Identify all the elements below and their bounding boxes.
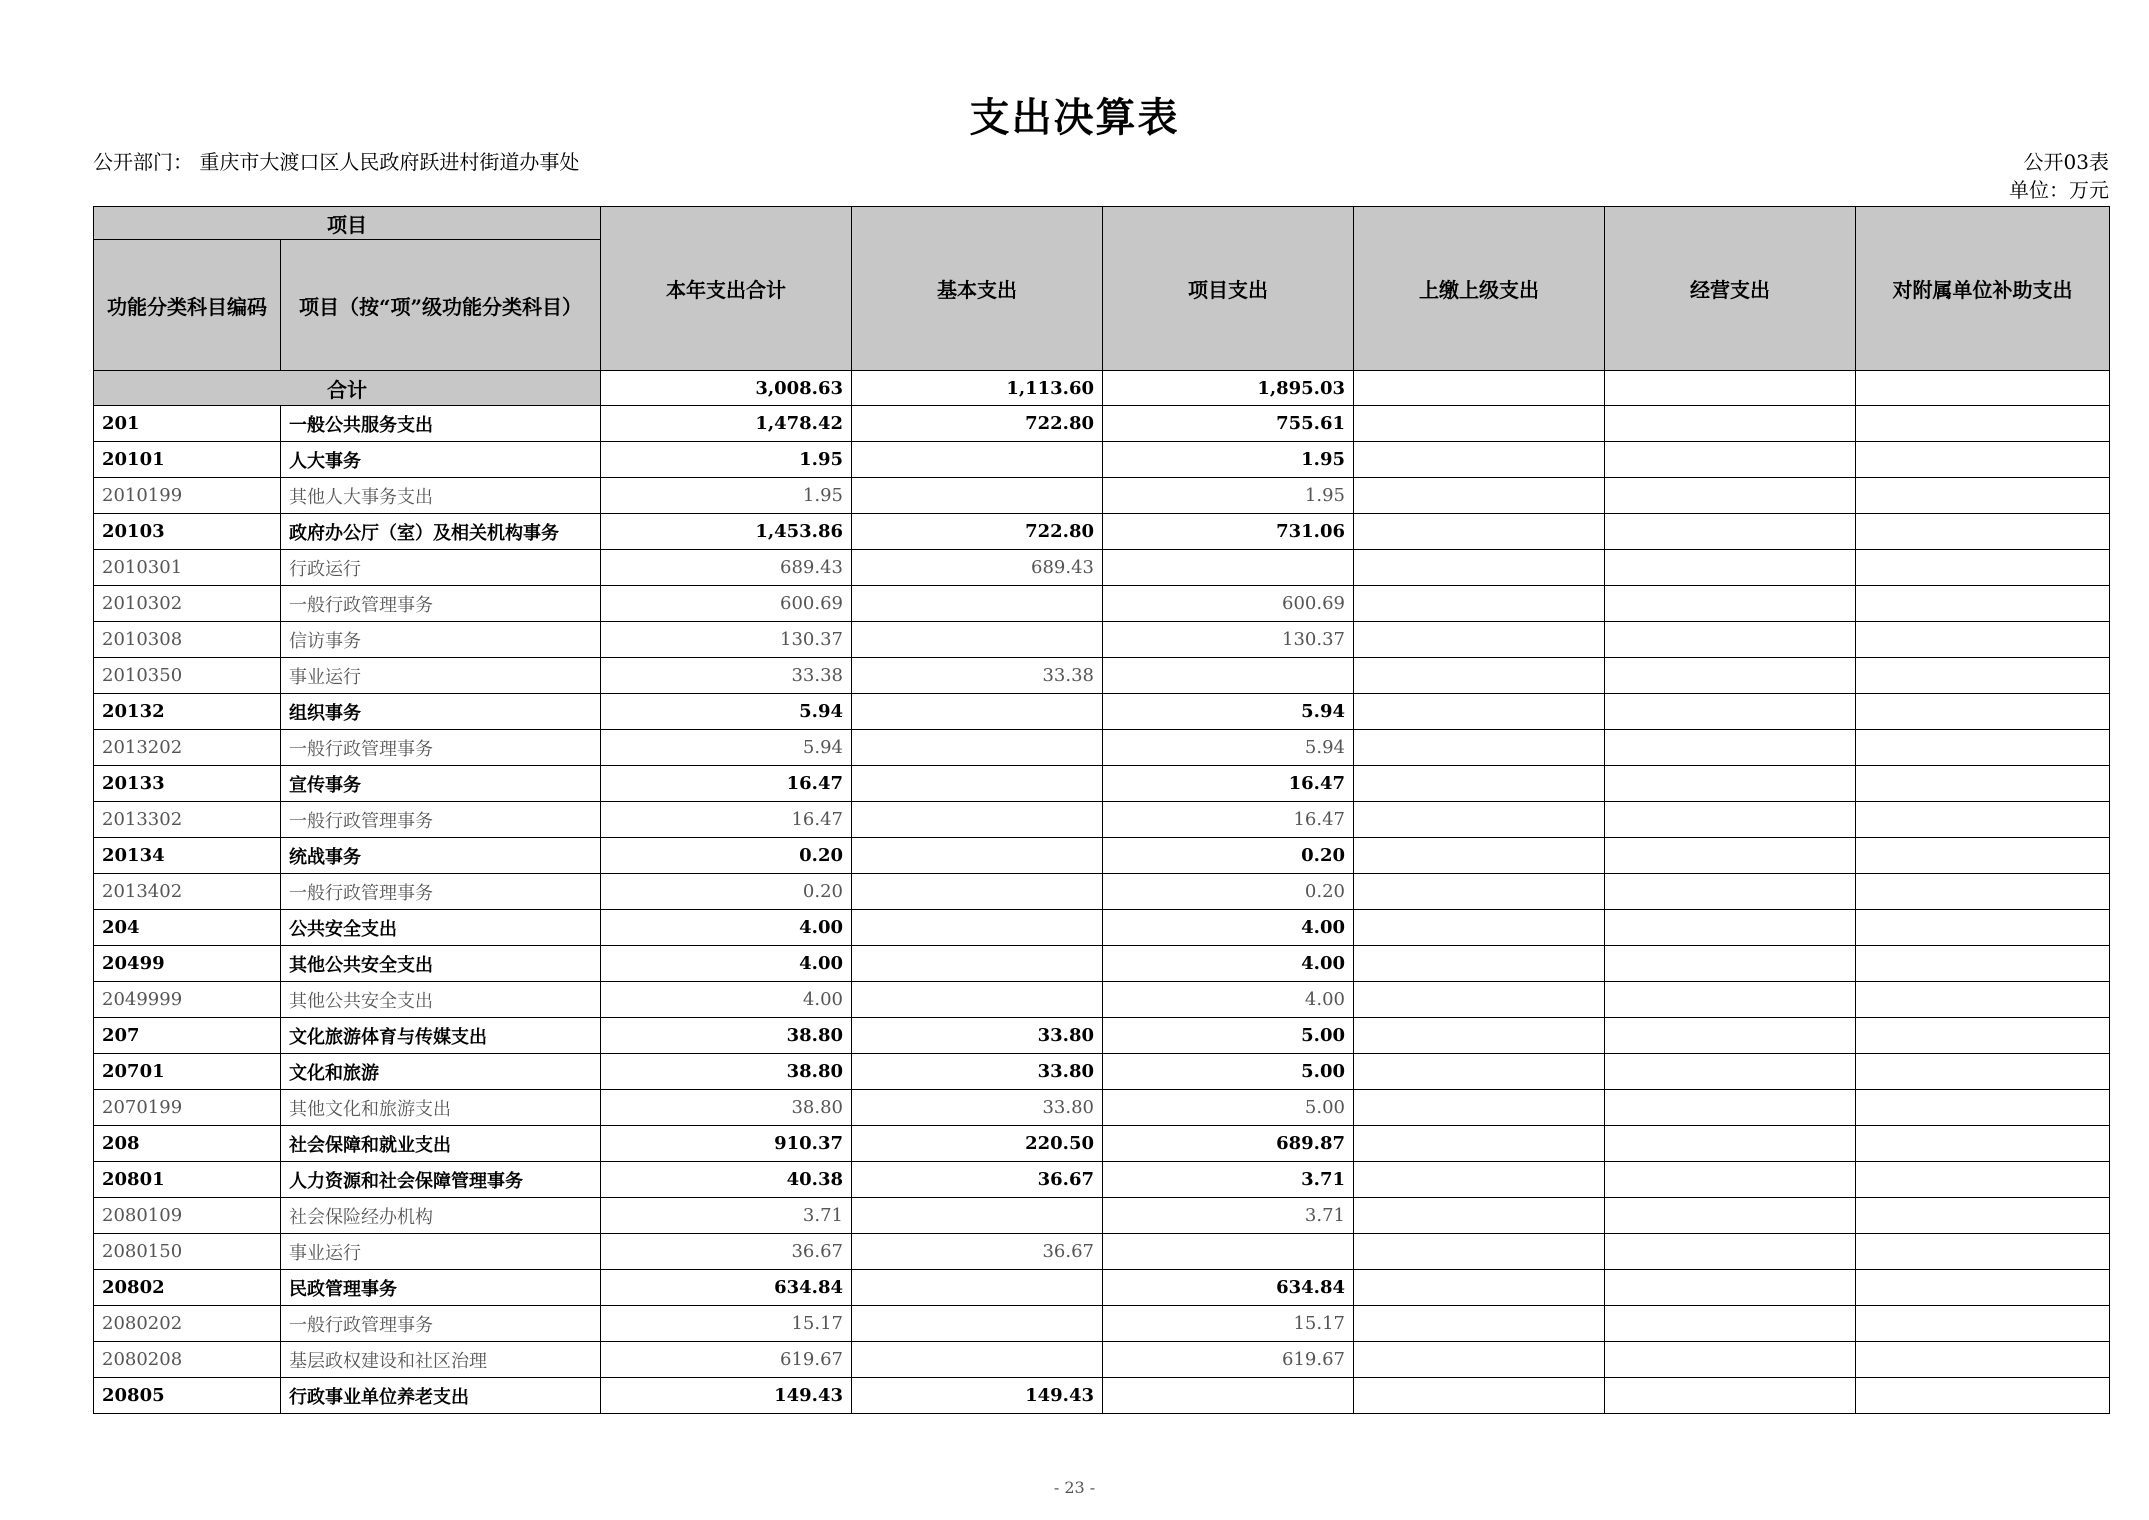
table-row (94, 982, 2110, 1018)
cell-remit (1354, 982, 1605, 1018)
cell-name: 行政事业单位养老支出 (281, 1378, 601, 1414)
cell-remit (1354, 1270, 1605, 1306)
cell-basic (852, 1306, 1103, 1342)
cell-business (1605, 1054, 1856, 1090)
cell-name: 事业运行 (281, 1234, 601, 1270)
page-title: 支出决算表 (969, 94, 1180, 141)
cell-name: 文化和旅游 (281, 1054, 601, 1090)
cell-project: 4.00 (1103, 910, 1354, 946)
total-business (1605, 371, 1856, 406)
cell-business (1605, 586, 1856, 622)
cell-name: 社会保险经办机构 (281, 1198, 601, 1234)
cell-project: 689.87 (1103, 1126, 1354, 1162)
table-row (94, 622, 2110, 658)
cell-code: 2010302 (94, 586, 281, 622)
cell-project (1103, 658, 1354, 694)
cell-name: 其他公共安全支出 (281, 946, 601, 982)
header-item-group: 项目 (94, 207, 601, 240)
cell-remit (1354, 550, 1605, 586)
cell-basic (852, 874, 1103, 910)
cell-total: 5.94 (601, 694, 852, 730)
cell-remit (1354, 838, 1605, 874)
table-row (94, 1270, 2110, 1306)
cell-remit (1354, 910, 1605, 946)
cell-business (1605, 1306, 1856, 1342)
department-info (93, 148, 613, 176)
cell-total: 4.00 (601, 910, 852, 946)
cell-subsidy (1856, 1378, 2110, 1414)
cell-total: 36.67 (601, 1234, 852, 1270)
table-row (94, 874, 2110, 910)
cell-code: 2010350 (94, 658, 281, 694)
cell-subsidy (1856, 1234, 2110, 1270)
cell-remit (1354, 622, 1605, 658)
cell-code: 2049999 (94, 982, 281, 1018)
cell-name: 其他公共安全支出 (281, 982, 601, 1018)
cell-code: 20499 (94, 946, 281, 982)
cell-business (1605, 1270, 1856, 1306)
cell-total: 1,478.42 (601, 406, 852, 442)
cell-name: 文化旅游体育与传媒支出 (281, 1018, 601, 1054)
cell-basic: 33.38 (852, 658, 1103, 694)
table-row (94, 910, 2110, 946)
cell-name: 其他人大事务支出 (281, 478, 601, 514)
header-code: 功能分类科目编码 (94, 240, 281, 371)
cell-remit (1354, 514, 1605, 550)
cell-name: 事业运行 (281, 658, 601, 694)
cell-code: 2013202 (94, 730, 281, 766)
cell-project: 5.00 (1103, 1054, 1354, 1090)
cell-remit (1354, 1342, 1605, 1378)
cell-subsidy (1856, 766, 2110, 802)
cell-total: 16.47 (601, 802, 852, 838)
cell-total: 149.43 (601, 1378, 852, 1414)
cell-remit (1354, 442, 1605, 478)
cell-code: 20701 (94, 1054, 281, 1090)
table-row (94, 1162, 2110, 1198)
cell-project: 3.71 (1103, 1198, 1354, 1234)
cell-code: 20801 (94, 1162, 281, 1198)
cell-remit (1354, 1162, 1605, 1198)
cell-business (1605, 910, 1856, 946)
table-row (94, 694, 2110, 730)
header-subsidy: 对附属单位补助支出 (1856, 207, 2110, 371)
cell-basic (852, 766, 1103, 802)
cell-name: 宣传事务 (281, 766, 601, 802)
total-remit (1354, 371, 1605, 406)
cell-business (1605, 838, 1856, 874)
cell-business (1605, 802, 1856, 838)
cell-code: 204 (94, 910, 281, 946)
table-row (94, 550, 2110, 586)
total-subsidy (1856, 371, 2110, 406)
cell-basic (852, 1270, 1103, 1306)
cell-subsidy (1856, 946, 2110, 982)
cell-business (1605, 946, 1856, 982)
table-number: 公开03表 (2023, 150, 2109, 174)
total-total: 3,008.63 (601, 371, 852, 406)
cell-subsidy (1856, 1054, 2110, 1090)
cell-remit (1354, 406, 1605, 442)
cell-name: 政府办公厅（室）及相关机构事务 (281, 514, 601, 550)
cell-code: 2080208 (94, 1342, 281, 1378)
cell-subsidy (1856, 1198, 2110, 1234)
cell-remit (1354, 1090, 1605, 1126)
cell-name: 统战事务 (281, 838, 601, 874)
header-project: 项目支出 (1103, 207, 1354, 371)
table-row (94, 730, 2110, 766)
department-name: 重庆市大渡口区人民政府跃进村街道办事处 (199, 150, 580, 174)
cell-business (1605, 1378, 1856, 1414)
cell-business (1605, 982, 1856, 1018)
cell-project: 16.47 (1103, 766, 1354, 802)
table-row (94, 658, 2110, 694)
cell-code: 20132 (94, 694, 281, 730)
cell-subsidy (1856, 1018, 2110, 1054)
cell-total: 33.38 (601, 658, 852, 694)
cell-code: 2070199 (94, 1090, 281, 1126)
cell-remit (1354, 1234, 1605, 1270)
cell-remit (1354, 1018, 1605, 1054)
cell-subsidy (1856, 658, 2110, 694)
cell-basic (852, 982, 1103, 1018)
cell-code: 20802 (94, 1270, 281, 1306)
header-basic: 基本支出 (852, 207, 1103, 371)
cell-remit (1354, 1126, 1605, 1162)
cell-total: 1.95 (601, 478, 852, 514)
table-row (94, 1126, 2110, 1162)
page-number: - 23 - (1053, 1478, 1096, 1497)
cell-project: 4.00 (1103, 982, 1354, 1018)
cell-remit (1354, 802, 1605, 838)
cell-basic (852, 838, 1103, 874)
cell-total: 0.20 (601, 838, 852, 874)
cell-code: 201 (94, 406, 281, 442)
table-row (94, 1198, 2110, 1234)
cell-total: 1,453.86 (601, 514, 852, 550)
cell-basic (852, 694, 1103, 730)
cell-subsidy (1856, 550, 2110, 586)
cell-business (1605, 1162, 1856, 1198)
cell-project: 5.94 (1103, 730, 1354, 766)
cell-subsidy (1856, 874, 2110, 910)
cell-name: 基层政权建设和社区治理 (281, 1342, 601, 1378)
cell-basic (852, 802, 1103, 838)
cell-remit (1354, 1306, 1605, 1342)
cell-basic (852, 478, 1103, 514)
cell-total: 4.00 (601, 946, 852, 982)
cell-total: 5.94 (601, 730, 852, 766)
cell-project: 5.00 (1103, 1090, 1354, 1126)
cell-subsidy (1856, 406, 2110, 442)
header-business: 经营支出 (1605, 207, 1856, 371)
cell-subsidy (1856, 838, 2110, 874)
cell-basic (852, 586, 1103, 622)
cell-business (1605, 874, 1856, 910)
cell-basic (852, 622, 1103, 658)
cell-total: 38.80 (601, 1054, 852, 1090)
cell-subsidy (1856, 730, 2110, 766)
cell-project: 16.47 (1103, 802, 1354, 838)
cell-total: 4.00 (601, 982, 852, 1018)
cell-subsidy (1856, 1090, 2110, 1126)
cell-code: 208 (94, 1126, 281, 1162)
cell-remit (1354, 1378, 1605, 1414)
cell-name: 其他文化和旅游支出 (281, 1090, 601, 1126)
cell-business (1605, 442, 1856, 478)
cell-name: 一般行政管理事务 (281, 874, 601, 910)
cell-subsidy (1856, 1162, 2110, 1198)
cell-remit (1354, 946, 1605, 982)
cell-subsidy (1856, 910, 2110, 946)
cell-project: 5.00 (1103, 1018, 1354, 1054)
table-row (94, 406, 2110, 442)
cell-remit (1354, 1054, 1605, 1090)
cell-basic (852, 910, 1103, 946)
table-row (94, 586, 2110, 622)
cell-business (1605, 514, 1856, 550)
table-row (94, 766, 2110, 802)
cell-name: 人力资源和社会保障管理事务 (281, 1162, 601, 1198)
unit-label: 单位：万元 (2009, 178, 2109, 202)
cell-subsidy (1856, 1306, 2110, 1342)
cell-business (1605, 1342, 1856, 1378)
table-row (94, 1342, 2110, 1378)
cell-subsidy (1856, 1270, 2110, 1306)
cell-basic: 220.50 (852, 1126, 1103, 1162)
cell-business (1605, 1018, 1856, 1054)
total-row (94, 371, 2110, 406)
cell-business (1605, 694, 1856, 730)
cell-subsidy (1856, 802, 2110, 838)
table-row (94, 478, 2110, 514)
cell-project (1103, 550, 1354, 586)
cell-remit (1354, 874, 1605, 910)
cell-subsidy (1856, 694, 2110, 730)
cell-basic (852, 1342, 1103, 1378)
cell-subsidy (1856, 1342, 2110, 1378)
table-row (94, 946, 2110, 982)
cell-subsidy (1856, 1126, 2110, 1162)
cell-total: 15.17 (601, 1306, 852, 1342)
cell-name: 信访事务 (281, 622, 601, 658)
cell-basic (852, 1198, 1103, 1234)
cell-basic (852, 730, 1103, 766)
cell-code: 2080150 (94, 1234, 281, 1270)
table-row (94, 1234, 2110, 1270)
cell-remit (1354, 478, 1605, 514)
cell-basic: 722.80 (852, 406, 1103, 442)
cell-business (1605, 730, 1856, 766)
cell-project: 619.67 (1103, 1342, 1354, 1378)
cell-business (1605, 766, 1856, 802)
cell-code: 20101 (94, 442, 281, 478)
cell-project: 130.37 (1103, 622, 1354, 658)
cell-subsidy (1856, 982, 2110, 1018)
department-label: 公开部门： (93, 150, 193, 174)
cell-basic: 36.67 (852, 1234, 1103, 1270)
cell-project (1103, 1378, 1354, 1414)
cell-business (1605, 406, 1856, 442)
cell-code: 2010301 (94, 550, 281, 586)
cell-name: 行政运行 (281, 550, 601, 586)
cell-total: 910.37 (601, 1126, 852, 1162)
cell-code: 207 (94, 1018, 281, 1054)
cell-name: 一般行政管理事务 (281, 802, 601, 838)
cell-basic: 36.67 (852, 1162, 1103, 1198)
cell-project: 0.20 (1103, 874, 1354, 910)
cell-business (1605, 1234, 1856, 1270)
table-row (94, 1018, 2110, 1054)
cell-name: 一般行政管理事务 (281, 1306, 601, 1342)
cell-name: 组织事务 (281, 694, 601, 730)
cell-name: 一般公共服务支出 (281, 406, 601, 442)
cell-remit (1354, 586, 1605, 622)
cell-code: 2013402 (94, 874, 281, 910)
cell-name: 一般行政管理事务 (281, 730, 601, 766)
cell-basic: 33.80 (852, 1018, 1103, 1054)
total-project: 1,895.03 (1103, 371, 1354, 406)
cell-total: 3.71 (601, 1198, 852, 1234)
cell-business (1605, 1126, 1856, 1162)
cell-total: 689.43 (601, 550, 852, 586)
cell-basic: 689.43 (852, 550, 1103, 586)
cell-project: 755.61 (1103, 406, 1354, 442)
header-remit: 上缴上级支出 (1354, 207, 1605, 371)
cell-project: 600.69 (1103, 586, 1354, 622)
cell-remit (1354, 730, 1605, 766)
table-row (94, 442, 2110, 478)
cell-total: 130.37 (601, 622, 852, 658)
cell-name: 社会保障和就业支出 (281, 1126, 601, 1162)
cell-project (1103, 1234, 1354, 1270)
cell-remit (1354, 694, 1605, 730)
cell-name: 一般行政管理事务 (281, 586, 601, 622)
cell-code: 20103 (94, 514, 281, 550)
cell-business (1605, 1198, 1856, 1234)
cell-business (1605, 622, 1856, 658)
cell-total: 634.84 (601, 1270, 852, 1306)
cell-name: 人大事务 (281, 442, 601, 478)
cell-name: 民政管理事务 (281, 1270, 601, 1306)
cell-remit (1354, 658, 1605, 694)
cell-subsidy (1856, 586, 2110, 622)
cell-project: 15.17 (1103, 1306, 1354, 1342)
table-row (94, 1378, 2110, 1414)
cell-code: 2010308 (94, 622, 281, 658)
cell-subsidy (1856, 622, 2110, 658)
table-row (94, 514, 2110, 550)
expenditure-table (93, 206, 2110, 1414)
table-row (94, 838, 2110, 874)
cell-project: 0.20 (1103, 838, 1354, 874)
cell-total: 40.38 (601, 1162, 852, 1198)
cell-basic: 722.80 (852, 514, 1103, 550)
cell-basic (852, 946, 1103, 982)
cell-code: 20133 (94, 766, 281, 802)
cell-code: 2080109 (94, 1198, 281, 1234)
cell-remit (1354, 1198, 1605, 1234)
cell-business (1605, 478, 1856, 514)
cell-basic: 149.43 (852, 1378, 1103, 1414)
header-name: 项目（按“项”级功能分类科目） (281, 240, 601, 371)
cell-business (1605, 1090, 1856, 1126)
cell-code: 20805 (94, 1378, 281, 1414)
cell-subsidy (1856, 442, 2110, 478)
cell-subsidy (1856, 514, 2110, 550)
cell-subsidy (1856, 478, 2110, 514)
cell-code: 2010199 (94, 478, 281, 514)
cell-basic: 33.80 (852, 1054, 1103, 1090)
cell-basic (852, 442, 1103, 478)
table-row (94, 1054, 2110, 1090)
total-basic: 1,113.60 (852, 371, 1103, 406)
cell-project: 634.84 (1103, 1270, 1354, 1306)
cell-project: 1.95 (1103, 478, 1354, 514)
cell-project: 3.71 (1103, 1162, 1354, 1198)
cell-remit (1354, 766, 1605, 802)
cell-basic: 33.80 (852, 1090, 1103, 1126)
cell-business (1605, 550, 1856, 586)
cell-project: 4.00 (1103, 946, 1354, 982)
cell-total: 16.47 (601, 766, 852, 802)
cell-name: 公共安全支出 (281, 910, 601, 946)
cell-total: 38.80 (601, 1018, 852, 1054)
cell-code: 2013302 (94, 802, 281, 838)
cell-project: 5.94 (1103, 694, 1354, 730)
header-row-1 (94, 207, 2110, 240)
header-total: 本年支出合计 (601, 207, 852, 371)
cell-total: 0.20 (601, 874, 852, 910)
cell-project: 1.95 (1103, 442, 1354, 478)
table-row (94, 802, 2110, 838)
total-label: 合计 (94, 371, 601, 406)
cell-project: 731.06 (1103, 514, 1354, 550)
table-row (94, 1090, 2110, 1126)
table-row (94, 1306, 2110, 1342)
cell-total: 600.69 (601, 586, 852, 622)
cell-total: 1.95 (601, 442, 852, 478)
cell-code: 20134 (94, 838, 281, 874)
table-meta (2009, 148, 2109, 204)
cell-business (1605, 658, 1856, 694)
cell-total: 619.67 (601, 1342, 852, 1378)
cell-code: 2080202 (94, 1306, 281, 1342)
cell-total: 38.80 (601, 1090, 852, 1126)
